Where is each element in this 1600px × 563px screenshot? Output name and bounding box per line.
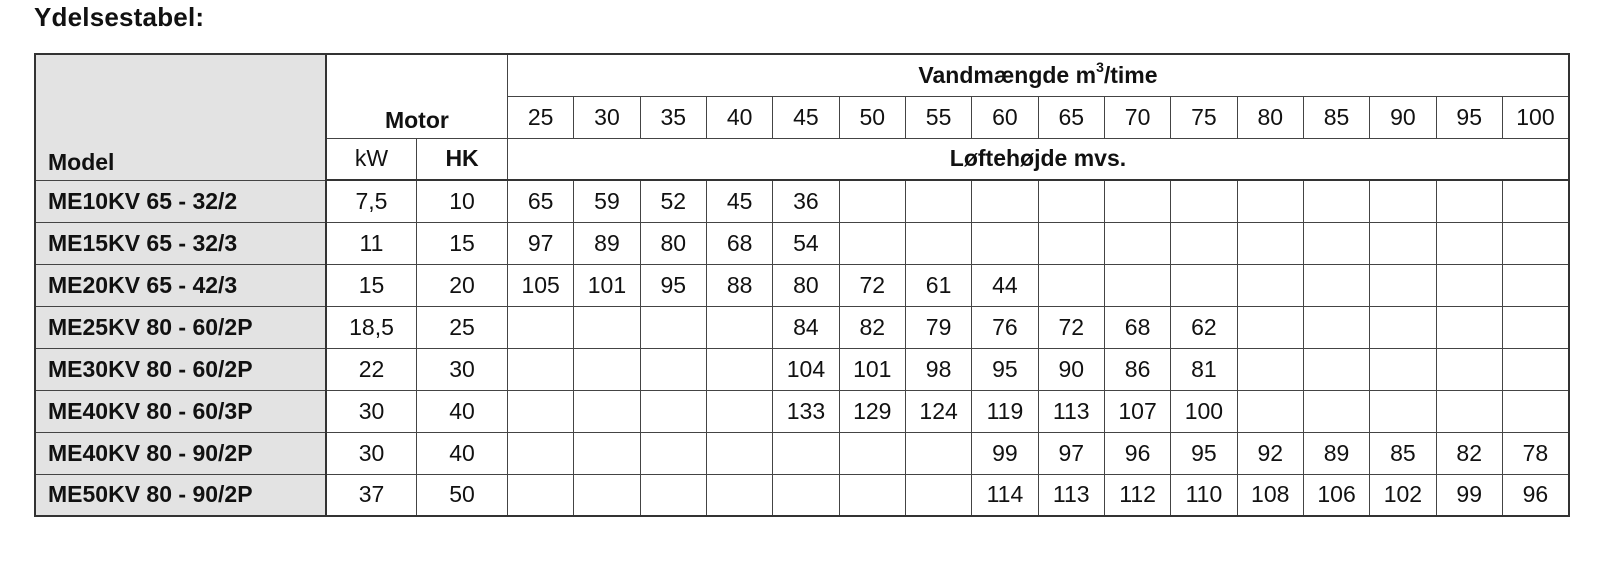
flow-value-header: 90 <box>1370 96 1436 138</box>
lift-value-cell <box>905 222 971 264</box>
table-row <box>35 390 1569 432</box>
header-row-flow <box>35 54 1569 96</box>
lift-value-cell: 99 <box>972 432 1038 474</box>
lift-value-cell: 61 <box>905 264 971 306</box>
hk-cell: 25 <box>417 306 508 348</box>
hk-cell: 30 <box>417 348 508 390</box>
lift-value-cell <box>1237 306 1303 348</box>
lift-value-cell: 99 <box>1436 474 1502 516</box>
lift-value-cell <box>1171 264 1237 306</box>
performance-table <box>34 53 1570 517</box>
lift-value-cell: 106 <box>1303 474 1369 516</box>
lift-value-cell: 113 <box>1038 474 1104 516</box>
lift-value-cell <box>972 180 1038 222</box>
hk-cell: 50 <box>417 474 508 516</box>
lift-value-cell <box>706 474 772 516</box>
lift-value-cell <box>1436 390 1502 432</box>
lift-value-cell: 124 <box>905 390 971 432</box>
lift-value-cell <box>1370 180 1436 222</box>
lift-value-cell <box>1237 390 1303 432</box>
lift-value-cell: 95 <box>640 264 706 306</box>
lift-value-cell: 105 <box>507 264 573 306</box>
model-cell: ME20KV 65 - 42/3 <box>35 264 326 306</box>
flow-value-header: 35 <box>640 96 706 138</box>
lift-value-cell: 101 <box>839 348 905 390</box>
model-cell: ME40KV 80 - 60/3P <box>35 390 326 432</box>
table-row <box>35 264 1569 306</box>
lift-value-cell <box>1303 264 1369 306</box>
flow-value-header: 85 <box>1303 96 1369 138</box>
lift-value-cell <box>574 390 640 432</box>
flow-value-header: 65 <box>1038 96 1104 138</box>
lift-value-cell: 119 <box>972 390 1038 432</box>
kw-cell: 18,5 <box>326 306 417 348</box>
lift-value-cell <box>1436 306 1502 348</box>
lift-value-cell <box>1038 180 1104 222</box>
lift-value-cell <box>839 222 905 264</box>
model-cell: ME15KV 65 - 32/3 <box>35 222 326 264</box>
lift-value-cell: 95 <box>1171 432 1237 474</box>
lift-value-cell: 84 <box>773 306 839 348</box>
lift-value-cell: 82 <box>839 306 905 348</box>
flow-value-header: 30 <box>574 96 640 138</box>
lift-value-cell <box>1370 348 1436 390</box>
lift-value-cell: 88 <box>706 264 772 306</box>
lift-value-cell <box>905 180 971 222</box>
lift-value-cell <box>1303 348 1369 390</box>
model-cell: ME25KV 80 - 60/2P <box>35 306 326 348</box>
lift-value-cell: 54 <box>773 222 839 264</box>
lift-value-cell <box>1038 264 1104 306</box>
lift-value-cell: 80 <box>773 264 839 306</box>
lift-value-cell <box>1303 306 1369 348</box>
lift-value-cell <box>706 432 772 474</box>
hk-header: HK <box>417 138 508 180</box>
lift-value-cell: 59 <box>574 180 640 222</box>
lift-value-cell <box>574 432 640 474</box>
lift-value-cell <box>1104 264 1170 306</box>
flow-value-header: 55 <box>905 96 971 138</box>
flow-value-header: 80 <box>1237 96 1303 138</box>
lift-value-cell <box>507 474 573 516</box>
flow-header-unit: /time <box>1103 61 1158 88</box>
hk-cell: 40 <box>417 432 508 474</box>
lift-value-cell <box>507 306 573 348</box>
lift-value-cell: 129 <box>839 390 905 432</box>
lift-value-cell: 72 <box>839 264 905 306</box>
motor-header: Motor <box>326 54 508 138</box>
lift-value-cell <box>1104 180 1170 222</box>
lift-value-cell: 112 <box>1104 474 1170 516</box>
kw-cell: 11 <box>326 222 417 264</box>
lift-value-cell <box>1502 264 1569 306</box>
lift-value-cell: 82 <box>1436 432 1502 474</box>
lift-value-cell <box>640 474 706 516</box>
kw-cell: 15 <box>326 264 417 306</box>
hk-cell: 20 <box>417 264 508 306</box>
lift-header: Løftehøjde mvs. <box>507 138 1569 180</box>
flow-value-header: 40 <box>706 96 772 138</box>
lift-value-cell: 110 <box>1171 474 1237 516</box>
lift-value-cell: 76 <box>972 306 1038 348</box>
lift-value-cell <box>839 432 905 474</box>
lift-value-cell <box>1237 222 1303 264</box>
flow-value-header: 45 <box>773 96 839 138</box>
lift-value-cell <box>1370 264 1436 306</box>
kw-cell: 30 <box>326 390 417 432</box>
lift-value-cell <box>1502 390 1569 432</box>
lift-value-cell <box>1370 222 1436 264</box>
lift-value-cell <box>640 348 706 390</box>
lift-value-cell <box>507 432 573 474</box>
lift-value-cell <box>1171 180 1237 222</box>
lift-value-cell: 96 <box>1104 432 1170 474</box>
lift-value-cell <box>773 474 839 516</box>
lift-value-cell <box>1502 306 1569 348</box>
lift-value-cell <box>1436 222 1502 264</box>
lift-value-cell: 68 <box>706 222 772 264</box>
flow-value-header: 25 <box>507 96 573 138</box>
lift-value-cell <box>1104 222 1170 264</box>
lift-value-cell: 100 <box>1171 390 1237 432</box>
table-row <box>35 306 1569 348</box>
lift-value-cell <box>839 180 905 222</box>
lift-value-cell <box>507 348 573 390</box>
lift-value-cell <box>706 390 772 432</box>
flow-value-header: 100 <box>1502 96 1569 138</box>
lift-value-cell: 78 <box>1502 432 1569 474</box>
lift-value-cell: 52 <box>640 180 706 222</box>
lift-value-cell <box>1237 180 1303 222</box>
lift-value-cell <box>773 432 839 474</box>
lift-value-cell: 86 <box>1104 348 1170 390</box>
lift-value-cell <box>574 348 640 390</box>
lift-value-cell: 92 <box>1237 432 1303 474</box>
table-row <box>35 432 1569 474</box>
lift-value-cell: 113 <box>1038 390 1104 432</box>
lift-value-cell <box>1303 222 1369 264</box>
lift-value-cell <box>507 390 573 432</box>
lift-value-cell: 85 <box>1370 432 1436 474</box>
lift-value-cell: 44 <box>972 264 1038 306</box>
flow-header-superscript: 3 <box>1096 59 1104 76</box>
hk-cell: 15 <box>417 222 508 264</box>
lift-value-cell <box>706 348 772 390</box>
lift-value-cell <box>1038 222 1104 264</box>
lift-value-cell <box>1237 264 1303 306</box>
lift-value-cell: 97 <box>507 222 573 264</box>
lift-value-cell <box>640 432 706 474</box>
lift-value-cell: 108 <box>1237 474 1303 516</box>
hk-cell: 10 <box>417 180 508 222</box>
table-row <box>35 180 1569 222</box>
table-row <box>35 474 1569 516</box>
flow-value-header: 60 <box>972 96 1038 138</box>
lift-value-cell: 107 <box>1104 390 1170 432</box>
lift-value-cell: 95 <box>972 348 1038 390</box>
lift-value-cell <box>1502 348 1569 390</box>
lift-value-cell: 36 <box>773 180 839 222</box>
lift-value-cell: 65 <box>507 180 573 222</box>
lift-value-cell <box>640 306 706 348</box>
lift-value-cell: 102 <box>1370 474 1436 516</box>
kw-cell: 7,5 <box>326 180 417 222</box>
lift-value-cell <box>1370 306 1436 348</box>
model-header: Model <box>35 54 326 180</box>
lift-value-cell <box>1171 222 1237 264</box>
model-cell: ME10KV 65 - 32/2 <box>35 180 326 222</box>
lift-value-cell: 98 <box>905 348 971 390</box>
lift-value-cell <box>1303 390 1369 432</box>
lift-value-cell: 96 <box>1502 474 1569 516</box>
lift-value-cell: 97 <box>1038 432 1104 474</box>
lift-value-cell <box>574 474 640 516</box>
lift-value-cell <box>972 222 1038 264</box>
page-title: Ydelsestabel: <box>34 2 205 32</box>
lift-value-cell: 45 <box>706 180 772 222</box>
model-cell: ME40KV 80 - 90/2P <box>35 432 326 474</box>
lift-value-cell: 104 <box>773 348 839 390</box>
lift-value-cell <box>1502 180 1569 222</box>
lift-value-cell <box>905 432 971 474</box>
kw-cell: 37 <box>326 474 417 516</box>
kw-cell: 30 <box>326 432 417 474</box>
lift-value-cell <box>1436 348 1502 390</box>
lift-value-cell: 68 <box>1104 306 1170 348</box>
hk-cell: 40 <box>417 390 508 432</box>
flow-value-header: 75 <box>1171 96 1237 138</box>
lift-value-cell <box>1303 180 1369 222</box>
model-cell: ME30KV 80 - 60/2P <box>35 348 326 390</box>
lift-value-cell: 89 <box>574 222 640 264</box>
lift-value-cell <box>640 390 706 432</box>
lift-value-cell <box>905 474 971 516</box>
lift-value-cell: 79 <box>905 306 971 348</box>
lift-value-cell: 72 <box>1038 306 1104 348</box>
lift-value-cell: 101 <box>574 264 640 306</box>
lift-value-cell: 89 <box>1303 432 1369 474</box>
lift-value-cell <box>1502 222 1569 264</box>
lift-value-cell: 80 <box>640 222 706 264</box>
kw-cell: 22 <box>326 348 417 390</box>
lift-value-cell <box>706 306 772 348</box>
flow-value-header: 70 <box>1104 96 1170 138</box>
lift-value-cell <box>1237 348 1303 390</box>
flow-value-header: 50 <box>839 96 905 138</box>
lift-value-cell: 90 <box>1038 348 1104 390</box>
flow-value-header: 95 <box>1436 96 1502 138</box>
model-cell: ME50KV 80 - 90/2P <box>35 474 326 516</box>
table-row <box>35 222 1569 264</box>
lift-value-cell <box>1436 180 1502 222</box>
table-row <box>35 348 1569 390</box>
lift-value-cell <box>1370 390 1436 432</box>
lift-value-cell: 133 <box>773 390 839 432</box>
lift-value-cell: 81 <box>1171 348 1237 390</box>
lift-value-cell: 114 <box>972 474 1038 516</box>
kw-header: kW <box>326 138 417 180</box>
lift-value-cell: 62 <box>1171 306 1237 348</box>
flow-header-text: Vandmængde m <box>918 61 1097 88</box>
lift-value-cell <box>839 474 905 516</box>
flow-header <box>507 54 1569 96</box>
lift-value-cell <box>1436 264 1502 306</box>
lift-value-cell <box>574 306 640 348</box>
